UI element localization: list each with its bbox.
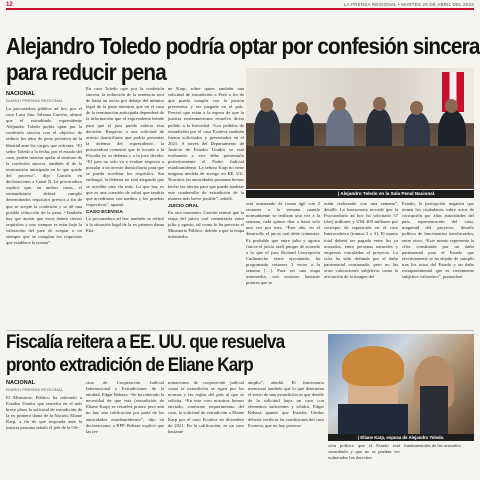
article2-column-1: El Ministerio Público ha reiterado a Estados Unidos que resuelva en el más breve plazo la solicitud de extradición de la ex primera dama de la Nación, Eliane Karp, a fin de que responda ante la justicia peruana señaló el jefe de la Ofi- bbox=[6, 395, 82, 431]
page-number: 12 bbox=[6, 2, 13, 8]
article2-column-6: fundamentales de los acusados. bbox=[404, 443, 462, 448]
article2-photo bbox=[328, 334, 474, 434]
article1-byline bbox=[6, 91, 63, 103]
article1-column-4: está avanzando de forma ágil con 2 sesiones a la semana cuando normalmente se realizan una vez a la semana, cada quince días o hasta solo una vez por mes. “Este año, en el desarrollo el juicio oral debe comenzar. Es probable que entre julio y agosto (inicie el juicio oral) porque de acuerdo a lo que el juez Richard Concepción Carhuancho viene ejecutando, ha programado sesiones 2 veces a la semana […]. Para ser una etapa intermedia, son sesiones bastante prontas que se bbox=[246, 201, 320, 286]
article1-column-6: Estado, la percepción negativa que tienen los ciudadanos sobre actos de corrupción por altas autoridades del país, representación del caso, magnitud del proyecto, desafío político de funcionarios involucrados, entre otros. “Este monto representa la cifra constituida por un daño patrimonial para el Estado que efectivamente se ha dejado de cumplir tras los actos del Estado y un daño extrapatrimonial que es ciertamente subjetivo valorativo”, puntualizó. bbox=[402, 201, 474, 280]
article2-headline-line2: pronto extradición de Eliane Karp bbox=[6, 355, 253, 376]
article1-headline-line2: para reducir pena bbox=[6, 59, 166, 85]
article2-column-4: amplio”, añadió. El funcionario mencionó también que lo que determina el envío de una extradición es que detalle de la solicitud haya un caso con elementos suficientes y sólidos. Edgar Rebaza apuntó que Estados Unidos debería verificar las condiciones del caso Ecoteva, que no hay persecu- bbox=[248, 380, 324, 428]
article1-subhead-karp: CASO ECEVIGA bbox=[86, 209, 123, 215]
article2-headline-line1: Fiscalía reitera a EE. UU. que resuelva bbox=[6, 332, 285, 353]
article2-byline bbox=[6, 380, 63, 392]
article1-column-5: están realizando con una semana”, detalló. La funcionaria recordó que la Procuraduría ad hoc ha solicitado 57 (dos) millones y US$ 400 millones por concepto de reparación en el caso Interoceánica (tramos 2 y 3). El monto total deberá ser pagado entre los ya acusados, entre personas naturales y empresas vinculadas al proyecto. La cifra ha sido definida por el daño patrimonial ocasionado, pero no las otras valoraciones subjetivas como la afectación de la imagen del bbox=[324, 201, 398, 280]
header-meta: LA PRENSA REGIONAL • MARTES 25 DE ABRIL DEL 2023 bbox=[343, 2, 474, 7]
article2-column-5: ción política que el Estado está consultado y que no se puedan ver vulnerados los derechos bbox=[328, 443, 400, 461]
article1-headline-line1: Alejandro Toledo podría optar por confesión sincera bbox=[6, 33, 480, 59]
article2-source: DIARIO PRENSA REGIONAL bbox=[6, 387, 64, 392]
article1-subhead-juicio: JUICIO ORAL bbox=[168, 203, 199, 209]
article1-photo bbox=[246, 68, 474, 189]
article1-source: DIARIO PRENSA REGIONAL bbox=[6, 98, 64, 103]
article1-column-2: En caso Toledo opte por la confesión sincera, la reducción de la sentencia será de hasta un tercio por debajo del mínimo legal de la pena mientras que en el caso de la terminación anticipada dependerá de la información que el expresidente brinde para que el juez pueda valorar esta decisión. Respecto a una solicitud de arresto domiciliario que podría presentar la defensa del expresidente, la procuradora comentó que le tocaría a la Fiscalía ya su defensa y a la juez decidir. “El juez no solo va a evaluar respecto a postular a un arresto domiciliario para que se pueda acreditar los requisitos. Sin embargo, la defensa no está alegando que se acredite otra vía más. Lo que hay es que es una cuestión de salud que tendría que acreditarse con medios y los pruebas respectivas”, apuntó. CASO ECEVIGA La procuradora ad hoc también se refirió a la situación legal de la ex primera dama Elia- bbox=[86, 86, 164, 234]
article1-photo-caption: | Alejandro Toledo en la Sala Penal Nacional. bbox=[246, 190, 474, 198]
article2-column-2: cina de Cooperación Judicial Internacional y Extradiciones de la entidad, Edgar Rebaza. “Se ha reiterado la necesidad de que esta (extradición de Eliane Karp) se resuelva pronto pero aún no hay una calificación por parte de las autoridades estadounidenses”, dijo en declaraciones a RPP. Rebaza explicó que las ter- bbox=[86, 380, 164, 434]
article1-section: NACIONAL bbox=[6, 91, 36, 97]
article2-photo-caption: | Eliane Karp, esposa de Alejandro Toledo. bbox=[328, 434, 474, 441]
article1-column-3: ne Karp, sobre quien también una solicitud de extradición a Perú a fin de que pueda cumplir con la prisión preventiva y ser juzgada en el país. Precisó que están a la espera de que la justicia norteamericana resuelva dicho pedido a la brevedad. “Los pedidos de extradición por el caso Ecoteva también fueron solicitados y presentados en el 2021. A través del Departamento de Justicia de Estados Unidos se está evaluando y este debe presentarlo posteriormente el Poder Judicial estadounidense. La señora Karp no tiene ninguna medida de arraigo en EE. UU. Nosotros las autoridades peruanas hemos hecho las alertas para que pueda analizar este cuadernillo de extradición de la manera más breve posible”, señaló. JUICIO ORAL En otro momento, Carrión estimó que la etapa del juicio oral comenzaría entre julio y agosto, tal como lo ha previsto el Ministerio Público, debido a que la etapa intermedia bbox=[168, 86, 244, 240]
page-header bbox=[6, 2, 474, 10]
article1-column-1: La procuradora pública ad hoc por el caso Lava Jato, Silvana Carrión, afirmó que el extraditado expresidente Alejandro Toledo podría optar por la confesión sincera con el objetivo de reducir los años de pena privativa de la libertad ante los cargos que enfrenta. “El señor Toledo a la fecha, por el estado del caso, podría intentar apelar al instituto de la confesión sincera, también al de la terminación anticipada en lo que quede del proceso”, dijo Carrión en declaraciones a Canal N. La procuradora explicó que, en ambos casos, el exmandatario deberá cumplir determinados requisitos previos a fin de que se acepte la confesión y se dé una posible reducción de la pena. “También hay que anotar que estos tienen ciertos requisitos y uno siempre es estar bajo la valoración del juez de aceptar o no siempre que se cumplan los requisitos que establece la norma”. bbox=[6, 106, 82, 246]
section-divider bbox=[6, 330, 474, 331]
article2-column-3: minaciones de cooperación judicial como la extradición se rigen por las normas y las reglas del país al que se solicita. “En este caso nosotros hemos enviado, conforme requerimiento del caso, la solicitud de extradición a Eliane Karp por el caso Ecoteva en diciembre de 2021. En la calificación, es un caso bastante bbox=[168, 380, 244, 434]
article2-section: NACIONAL bbox=[6, 380, 36, 386]
